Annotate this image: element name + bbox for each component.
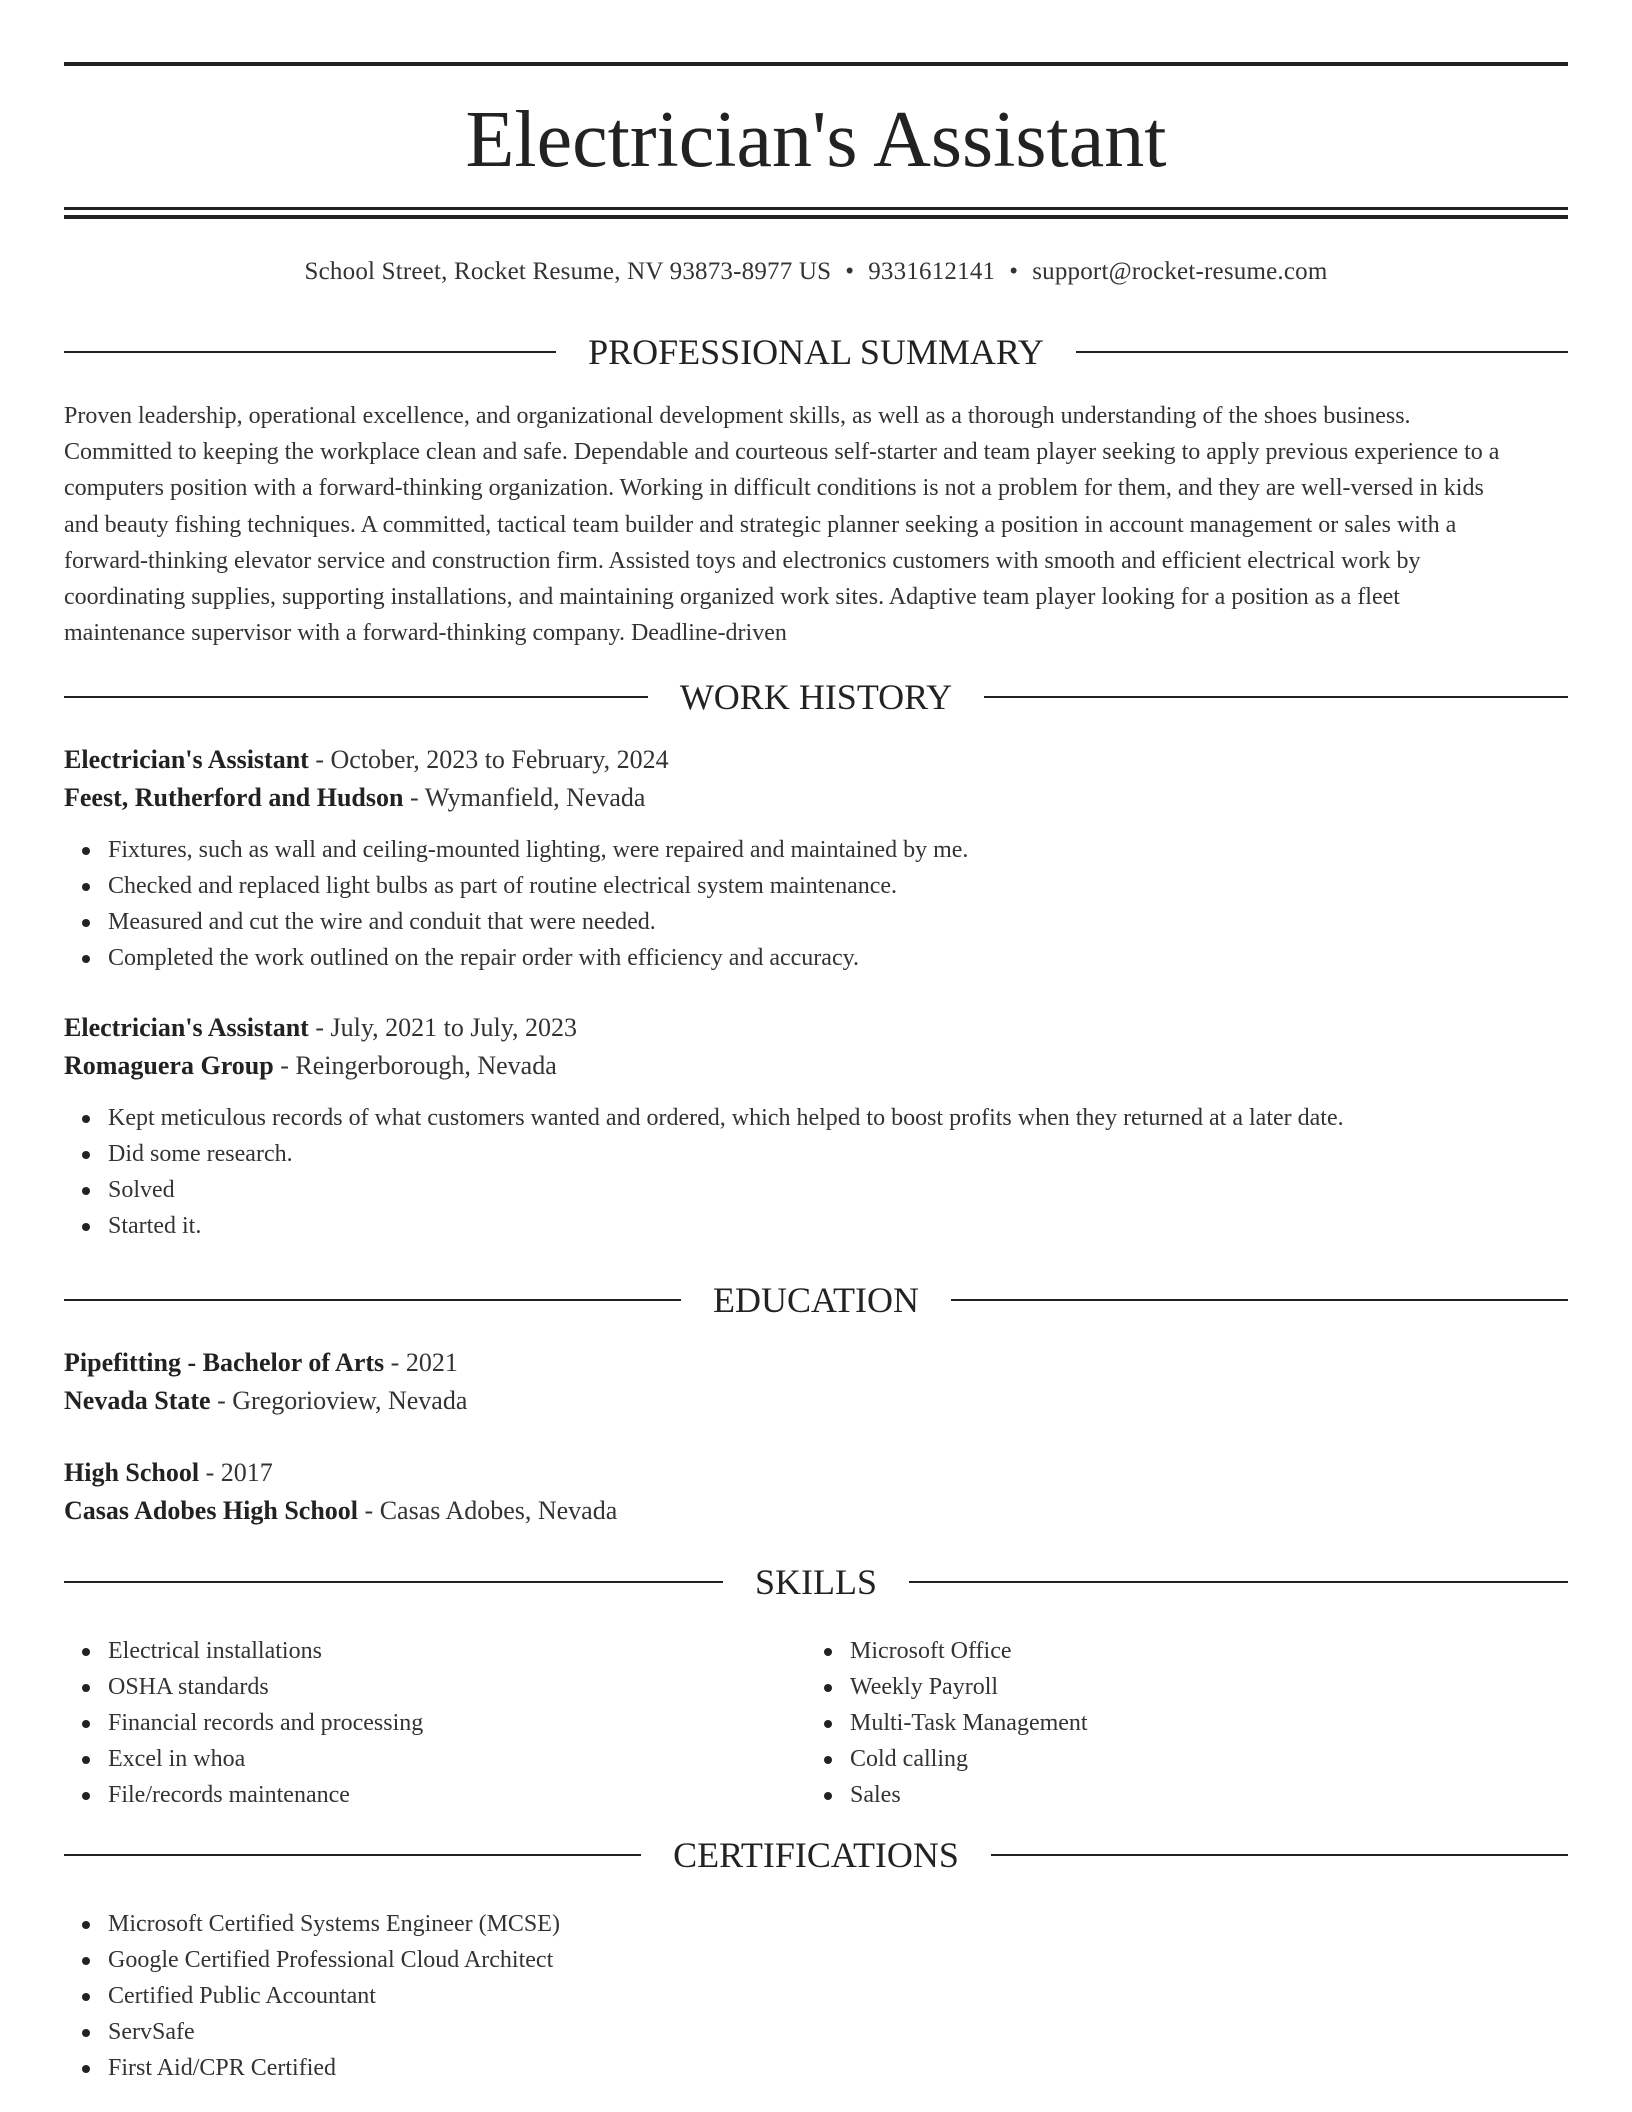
summary-line: and beauty fishing techniques. A committed, tactical team builder and strategic planner seeking a position in account management or sales with a [64,511,1457,538]
job-location: Reingerborough, Nevada [295,1051,557,1080]
education-degree-line: Pipefitting - Bachelor of Arts - 2021 [64,1348,458,1377]
education-school-line: Casas Adobes High School - Casas Adobes, Nevada [64,1496,618,1525]
heading-rule-right [951,1299,1568,1301]
skills-list-left [64,1633,423,1813]
list-item: ServSafe [108,2014,560,2050]
list-item: Microsoft Certified Systems Engineer (MCSE) [108,1906,560,1942]
title-rule-lower [64,215,1568,219]
skills-list-right [806,1633,1088,1813]
list-item: Microsoft Office [850,1633,1088,1669]
contact-phone: 9331612141 [868,258,996,285]
section-heading-summary [64,330,1568,374]
education-degree-line: High School - 2017 [64,1458,273,1487]
list-item: Checked and replaced light bulbs as part of routine electrical system maintenance. [108,868,968,904]
job-location: Wymanfield, Nevada [424,783,646,812]
section-heading-skills [64,1560,1568,1604]
resume-title: Electrician's Assistant [465,96,1167,184]
list-item: Completed the work outlined on the repair order with efficiency and accuracy. [108,940,968,976]
heading-rule-left [64,1854,641,1856]
summary-line: Proven leadership, operational excellence, and organizational development skills, as well as a thorough understanding of the shoes business. [64,403,1411,429]
education-year: 2017 [220,1458,273,1487]
job-title-line: Electrician's Assistant - July, 2021 to July, 2023 [64,1013,578,1042]
education-year: 2021 [405,1348,458,1377]
heading-rule-right [991,1854,1568,1856]
job-title: Electrician's Assistant [64,745,309,774]
summary-text [64,398,1568,651]
heading-rule-right [909,1581,1568,1583]
summary-line: Committed to keeping the workplace clean and safe. Dependable and courteous self-starter and team player seeking to apply previous experience to a [64,439,1500,466]
list-item: Electrical installations [108,1633,423,1669]
list-item: OSHA standards [108,1669,423,1705]
job-company: Feest, Rutherford and Hudson [64,783,404,812]
certifications-list [64,1906,560,2086]
heading-rule-right [984,696,1568,698]
list-item: Cold calling [850,1741,1088,1777]
education-location: Casas Adobes, Nevada [379,1496,618,1525]
section-heading-education [64,1278,1568,1322]
list-item: Certified Public Accountant [108,1978,560,2014]
heading-rule-left [64,351,556,353]
job-company-line: Romaguera Group - Reingerborough, Nevada [64,1051,557,1080]
title-rule-upper [64,207,1568,210]
education-school-line: Nevada State - Gregorioview, Nevada [64,1386,468,1415]
contact-separator: • [1009,258,1019,285]
list-item: Measured and cut the wire and conduit that were needed. [108,904,968,940]
contact-line [64,252,1568,292]
job-company-line: Feest, Rutherford and Hudson - Wymanfield, Nevada [64,783,646,812]
heading-rule-right [1076,351,1568,353]
summary-line: coordinating supplies, supporting installations, and maintaining organized work sites. Adaptive team player looking for a position as a fleet [64,584,1400,611]
top-rule [64,62,1568,66]
summary-line: maintenance supervisor with a forward-thinking company. Deadline-driven [64,620,787,647]
section-title: SKILLS [755,1562,878,1602]
job-duties-list [64,1100,1344,1244]
education-degree: High School [64,1458,200,1487]
list-item: Did some research. [108,1136,1344,1172]
contact-separator: • [845,258,855,285]
list-item: First Aid/CPR Certified [108,2050,560,2086]
list-item: Google Certified Professional Cloud Architect [108,1942,560,1978]
education-school: Nevada State [64,1386,211,1415]
summary-line: computers position with a forward-thinking organization. Working in difficult conditions is not a problem for them, and they are well-versed in kids [64,475,1484,502]
list-item: Weekly Payroll [850,1669,1088,1705]
job-dates: July, 2021 to July, 2023 [330,1013,578,1042]
section-title: PROFESSIONAL SUMMARY [588,332,1044,372]
list-item: Solved [108,1172,1344,1208]
job-duties-list [64,832,968,976]
education-school: Casas Adobes High School [64,1496,359,1525]
heading-rule-left [64,1581,723,1583]
list-item: Excel in whoa [108,1741,423,1777]
job-title: Electrician's Assistant [64,1013,309,1042]
job-title-line: Electrician's Assistant - October, 2023 to February, 2024 [64,745,669,774]
list-item: Fixtures, such as wall and ceiling-mounted lighting, were repaired and maintained by me. [108,832,968,868]
education-degree: Pipefitting - Bachelor of Arts [64,1348,385,1377]
section-heading-work-history [64,675,1568,719]
job-dates: October, 2023 to February, 2024 [330,745,669,774]
section-title: CERTIFICATIONS [673,1835,959,1875]
list-item: Financial records and processing [108,1705,423,1741]
heading-rule-left [64,696,648,698]
list-item: Started it. [108,1208,1344,1244]
heading-rule-left [64,1299,681,1301]
contact-email: support@rocket-resume.com [1032,258,1328,285]
section-heading-certifications [64,1833,1568,1877]
section-title: EDUCATION [713,1280,919,1320]
education-location: Gregorioview, Nevada [232,1386,468,1415]
list-item: Sales [850,1777,1088,1813]
list-item: Kept meticulous records of what customers wanted and ordered, which helped to boost profits when they returned at a later date. [108,1100,1344,1136]
section-title: WORK HISTORY [679,677,953,717]
list-item: File/records maintenance [108,1777,423,1813]
summary-line: forward-thinking elevator service and construction firm. Assisted toys and electronics customers with smooth and efficient electrical work by [64,547,1421,574]
job-company: Romaguera Group [64,1051,274,1080]
contact-address: School Street, Rocket Resume, NV 93873-8977 US [304,258,832,285]
list-item: Multi-Task Management [850,1705,1088,1741]
